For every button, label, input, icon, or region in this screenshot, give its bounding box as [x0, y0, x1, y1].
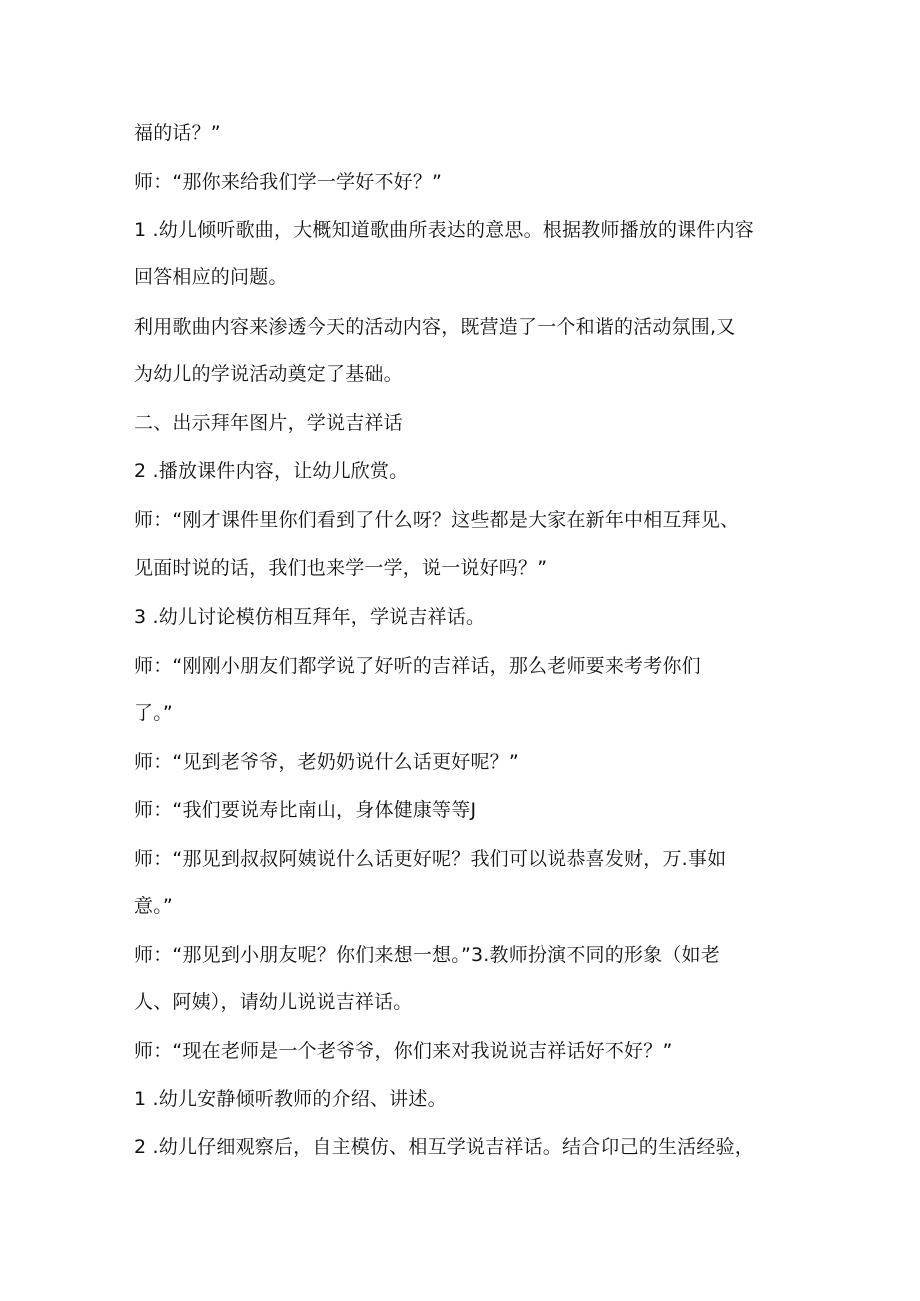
text-line: 2 .播放课件内容，让幼儿欣赏。 [134, 460, 409, 482]
text-line: 1 .幼儿倾听歌曲，大概知道歌曲所表达的意思。根据教师播放的课件内容 [134, 219, 754, 241]
text-line: 师：“刚刚小朋友们都学说了好听的吉祥话，那么老师要来考考你们 [134, 655, 701, 677]
text-line: 回答相应的问题。 [134, 266, 288, 288]
text-line: 意。” [134, 895, 173, 917]
text-line: 3 .幼儿讨论模仿相互拜年，学说吉祥话。 [134, 606, 486, 628]
text-line: 人、阿姨），请幼儿说说吉祥话。 [134, 991, 413, 1013]
text-line: 师：“现在老师是一个老爷爷，你们来对我说说吉祥话好不好？” [134, 1040, 673, 1062]
text-line: 2 .幼儿仔细观察后，自主模仿、相互学说吉祥话。结合卬己的生活经验， [134, 1136, 754, 1158]
text-line: 1 .幼儿安静倾听教师的介绍、讲述。 [134, 1088, 447, 1110]
text-line: 利用歌曲内容来渗透今天的活动内容，既营造了一个和谐的活动氛围,又 [134, 316, 736, 338]
text-line: 师：“那见到小朋友呢？你们来想一想。”3.教师扮演不同的形象（如老 [134, 944, 720, 966]
section-heading: 二、出示拜年图片，学说吉祥话 [134, 412, 403, 434]
text-line: 见面时说的话，我们也来学一学，说一说好吗？” [134, 557, 548, 579]
text-line: 师：“见到老爷爷，老奶奶说什么话更好呢？” [134, 751, 519, 773]
text-line: 师：“刚才课件里你们看到了什么呀？这些都是大家在新年中相互拜见、 [134, 509, 740, 531]
text-line: 为幼儿的学说活动奠定了基础。 [134, 363, 403, 385]
text-line: 了。” [134, 702, 173, 724]
text-line: 福的话？” [134, 122, 221, 144]
text-line: 师：“那见到叔叔阿姨说什么话更好呢？我们可以说恭喜发财，万.事如 [134, 848, 727, 870]
text-line: 师：“我们要说寿比南山，身体健康等等J [134, 799, 477, 821]
text-line: 师：“那你来给我们学一学好不好？” [134, 171, 443, 193]
